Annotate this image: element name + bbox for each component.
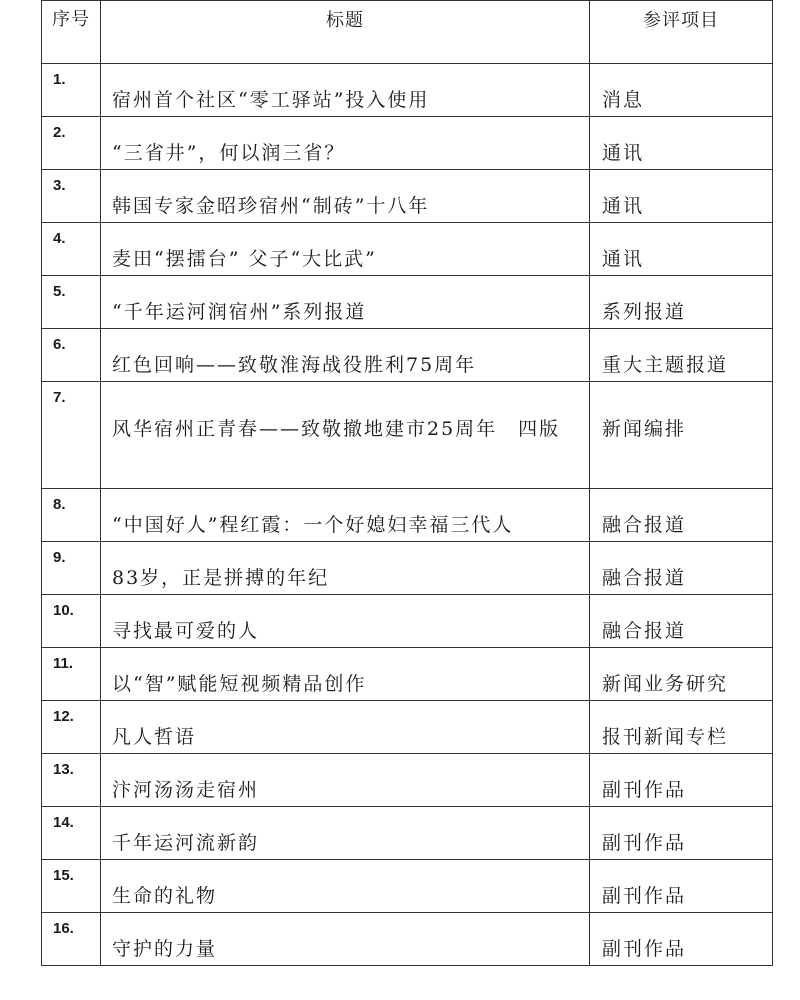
header-number <box>42 1 101 64</box>
row-number: 6. <box>53 336 66 353</box>
row-title: 韩国专家金昭珍宿州“制砖”十八年 <box>112 195 430 217</box>
table-row <box>42 117 773 170</box>
row-title: 生命的礼物 <box>112 885 218 907</box>
table-row <box>42 223 773 276</box>
row-category: 副刊作品 <box>602 885 687 907</box>
row-category-cell <box>590 701 773 754</box>
row-number: 2. <box>53 124 66 141</box>
row-title: 守护的力量 <box>112 938 218 960</box>
row-title: “中国好人”程红霞：一个好媳妇幸福三代人 <box>112 514 514 536</box>
row-number-cell <box>42 276 101 329</box>
row-category-cell <box>590 223 773 276</box>
row-category-cell <box>590 276 773 329</box>
row-category-cell <box>590 329 773 382</box>
table-row <box>42 595 773 648</box>
row-number: 9. <box>53 549 66 566</box>
row-number-cell <box>42 807 101 860</box>
table-row <box>42 648 773 701</box>
row-category: 副刊作品 <box>602 938 687 960</box>
row-title: 风华宿州正青春——致敬撤地建市25周年 四版 <box>112 418 561 440</box>
row-number-cell <box>42 701 101 754</box>
row-category-cell <box>590 489 773 542</box>
row-title-cell <box>101 648 590 701</box>
row-number-cell <box>42 595 101 648</box>
row-category: 新闻编排 <box>602 418 687 440</box>
table-row <box>42 754 773 807</box>
row-category-cell <box>590 648 773 701</box>
row-title-cell <box>101 276 590 329</box>
award-entries-sheet <box>41 0 772 966</box>
row-number-cell <box>42 754 101 807</box>
row-title: 千年运河流新韵 <box>112 832 260 854</box>
row-title-cell <box>101 223 590 276</box>
row-title-cell <box>101 807 590 860</box>
row-title: 以“智”赋能短视频精品创作 <box>112 673 367 695</box>
row-title-cell <box>101 329 590 382</box>
table-row <box>42 860 773 913</box>
row-category-cell <box>590 117 773 170</box>
row-category: 通讯 <box>602 142 645 164</box>
row-number-cell <box>42 489 101 542</box>
row-category: 系列报道 <box>602 301 687 323</box>
row-category-cell <box>590 64 773 117</box>
table-header-row <box>42 1 773 64</box>
table-row <box>42 489 773 542</box>
row-title-cell <box>101 860 590 913</box>
row-number-cell <box>42 860 101 913</box>
row-title: 汴河汤汤走宿州 <box>112 779 260 801</box>
row-title-cell <box>101 382 590 489</box>
row-number-cell <box>42 648 101 701</box>
row-title: 寻找最可爱的人 <box>112 620 260 642</box>
row-title: “千年运河润宿州”系列报道 <box>112 301 367 323</box>
row-category: 副刊作品 <box>602 779 687 801</box>
row-category: 通讯 <box>602 248 645 270</box>
header-number-label: 序号 <box>52 9 90 30</box>
table-row <box>42 276 773 329</box>
row-title: 麦田“摆擂台” 父子“大比武” <box>112 248 377 270</box>
row-category: 消息 <box>602 89 645 111</box>
row-number-cell <box>42 913 101 966</box>
row-number: 5. <box>53 283 66 300</box>
table-row <box>42 382 773 489</box>
row-category: 融合报道 <box>602 567 687 589</box>
row-number: 14. <box>53 814 74 831</box>
table-row <box>42 807 773 860</box>
row-title-cell <box>101 913 590 966</box>
row-number: 16. <box>53 920 74 937</box>
row-title-cell <box>101 489 590 542</box>
table-row <box>42 542 773 595</box>
header-category-label: 参评项目 <box>643 10 719 31</box>
row-number: 15. <box>53 867 74 884</box>
table-row <box>42 64 773 117</box>
table-row <box>42 913 773 966</box>
row-category-cell <box>590 860 773 913</box>
row-title-cell <box>101 64 590 117</box>
table-row <box>42 170 773 223</box>
row-number: 10. <box>53 602 74 619</box>
row-category: 通讯 <box>602 195 645 217</box>
row-title: 宿州首个社区“零工驿站”投入使用 <box>112 89 430 111</box>
row-category-cell <box>590 542 773 595</box>
row-number: 11. <box>53 655 74 672</box>
row-number: 13. <box>53 761 74 778</box>
row-number-cell <box>42 382 101 489</box>
row-category-cell <box>590 807 773 860</box>
row-title-cell <box>101 117 590 170</box>
row-category-cell <box>590 913 773 966</box>
row-category: 新闻业务研究 <box>602 673 729 695</box>
header-title <box>101 1 590 64</box>
row-number: 12. <box>53 708 74 725</box>
row-category: 融合报道 <box>602 514 687 536</box>
row-title-cell <box>101 170 590 223</box>
row-category-cell <box>590 754 773 807</box>
row-title-cell <box>101 595 590 648</box>
row-title-cell <box>101 542 590 595</box>
row-title-cell <box>101 754 590 807</box>
row-number-cell <box>42 329 101 382</box>
row-title: 凡人哲语 <box>112 726 197 748</box>
row-category: 重大主题报道 <box>602 354 729 376</box>
table-row <box>42 701 773 754</box>
row-category: 报刊新闻专栏 <box>602 726 729 748</box>
row-number: 7. <box>53 389 66 406</box>
row-number-cell <box>42 117 101 170</box>
row-title: 83岁，正是拼搏的年纪 <box>112 567 330 589</box>
row-number-cell <box>42 64 101 117</box>
row-number: 4. <box>53 230 66 247</box>
table-row <box>42 329 773 382</box>
row-number-cell <box>42 542 101 595</box>
row-title: 红色回响——致敬淮海战役胜利75周年 <box>112 354 477 376</box>
row-category-cell <box>590 382 773 489</box>
row-title: “三省井”，何以润三省？ <box>112 142 346 164</box>
header-category <box>590 1 773 64</box>
header-title-label: 标题 <box>326 10 364 31</box>
row-number: 1. <box>53 71 66 88</box>
row-number-cell <box>42 170 101 223</box>
row-category: 副刊作品 <box>602 832 687 854</box>
row-number-cell <box>42 223 101 276</box>
row-number: 8. <box>53 496 66 513</box>
row-category: 融合报道 <box>602 620 687 642</box>
row-title-cell <box>101 701 590 754</box>
award-entries-table <box>41 0 773 966</box>
row-category-cell <box>590 595 773 648</box>
row-number: 3. <box>53 177 66 194</box>
row-category-cell <box>590 170 773 223</box>
